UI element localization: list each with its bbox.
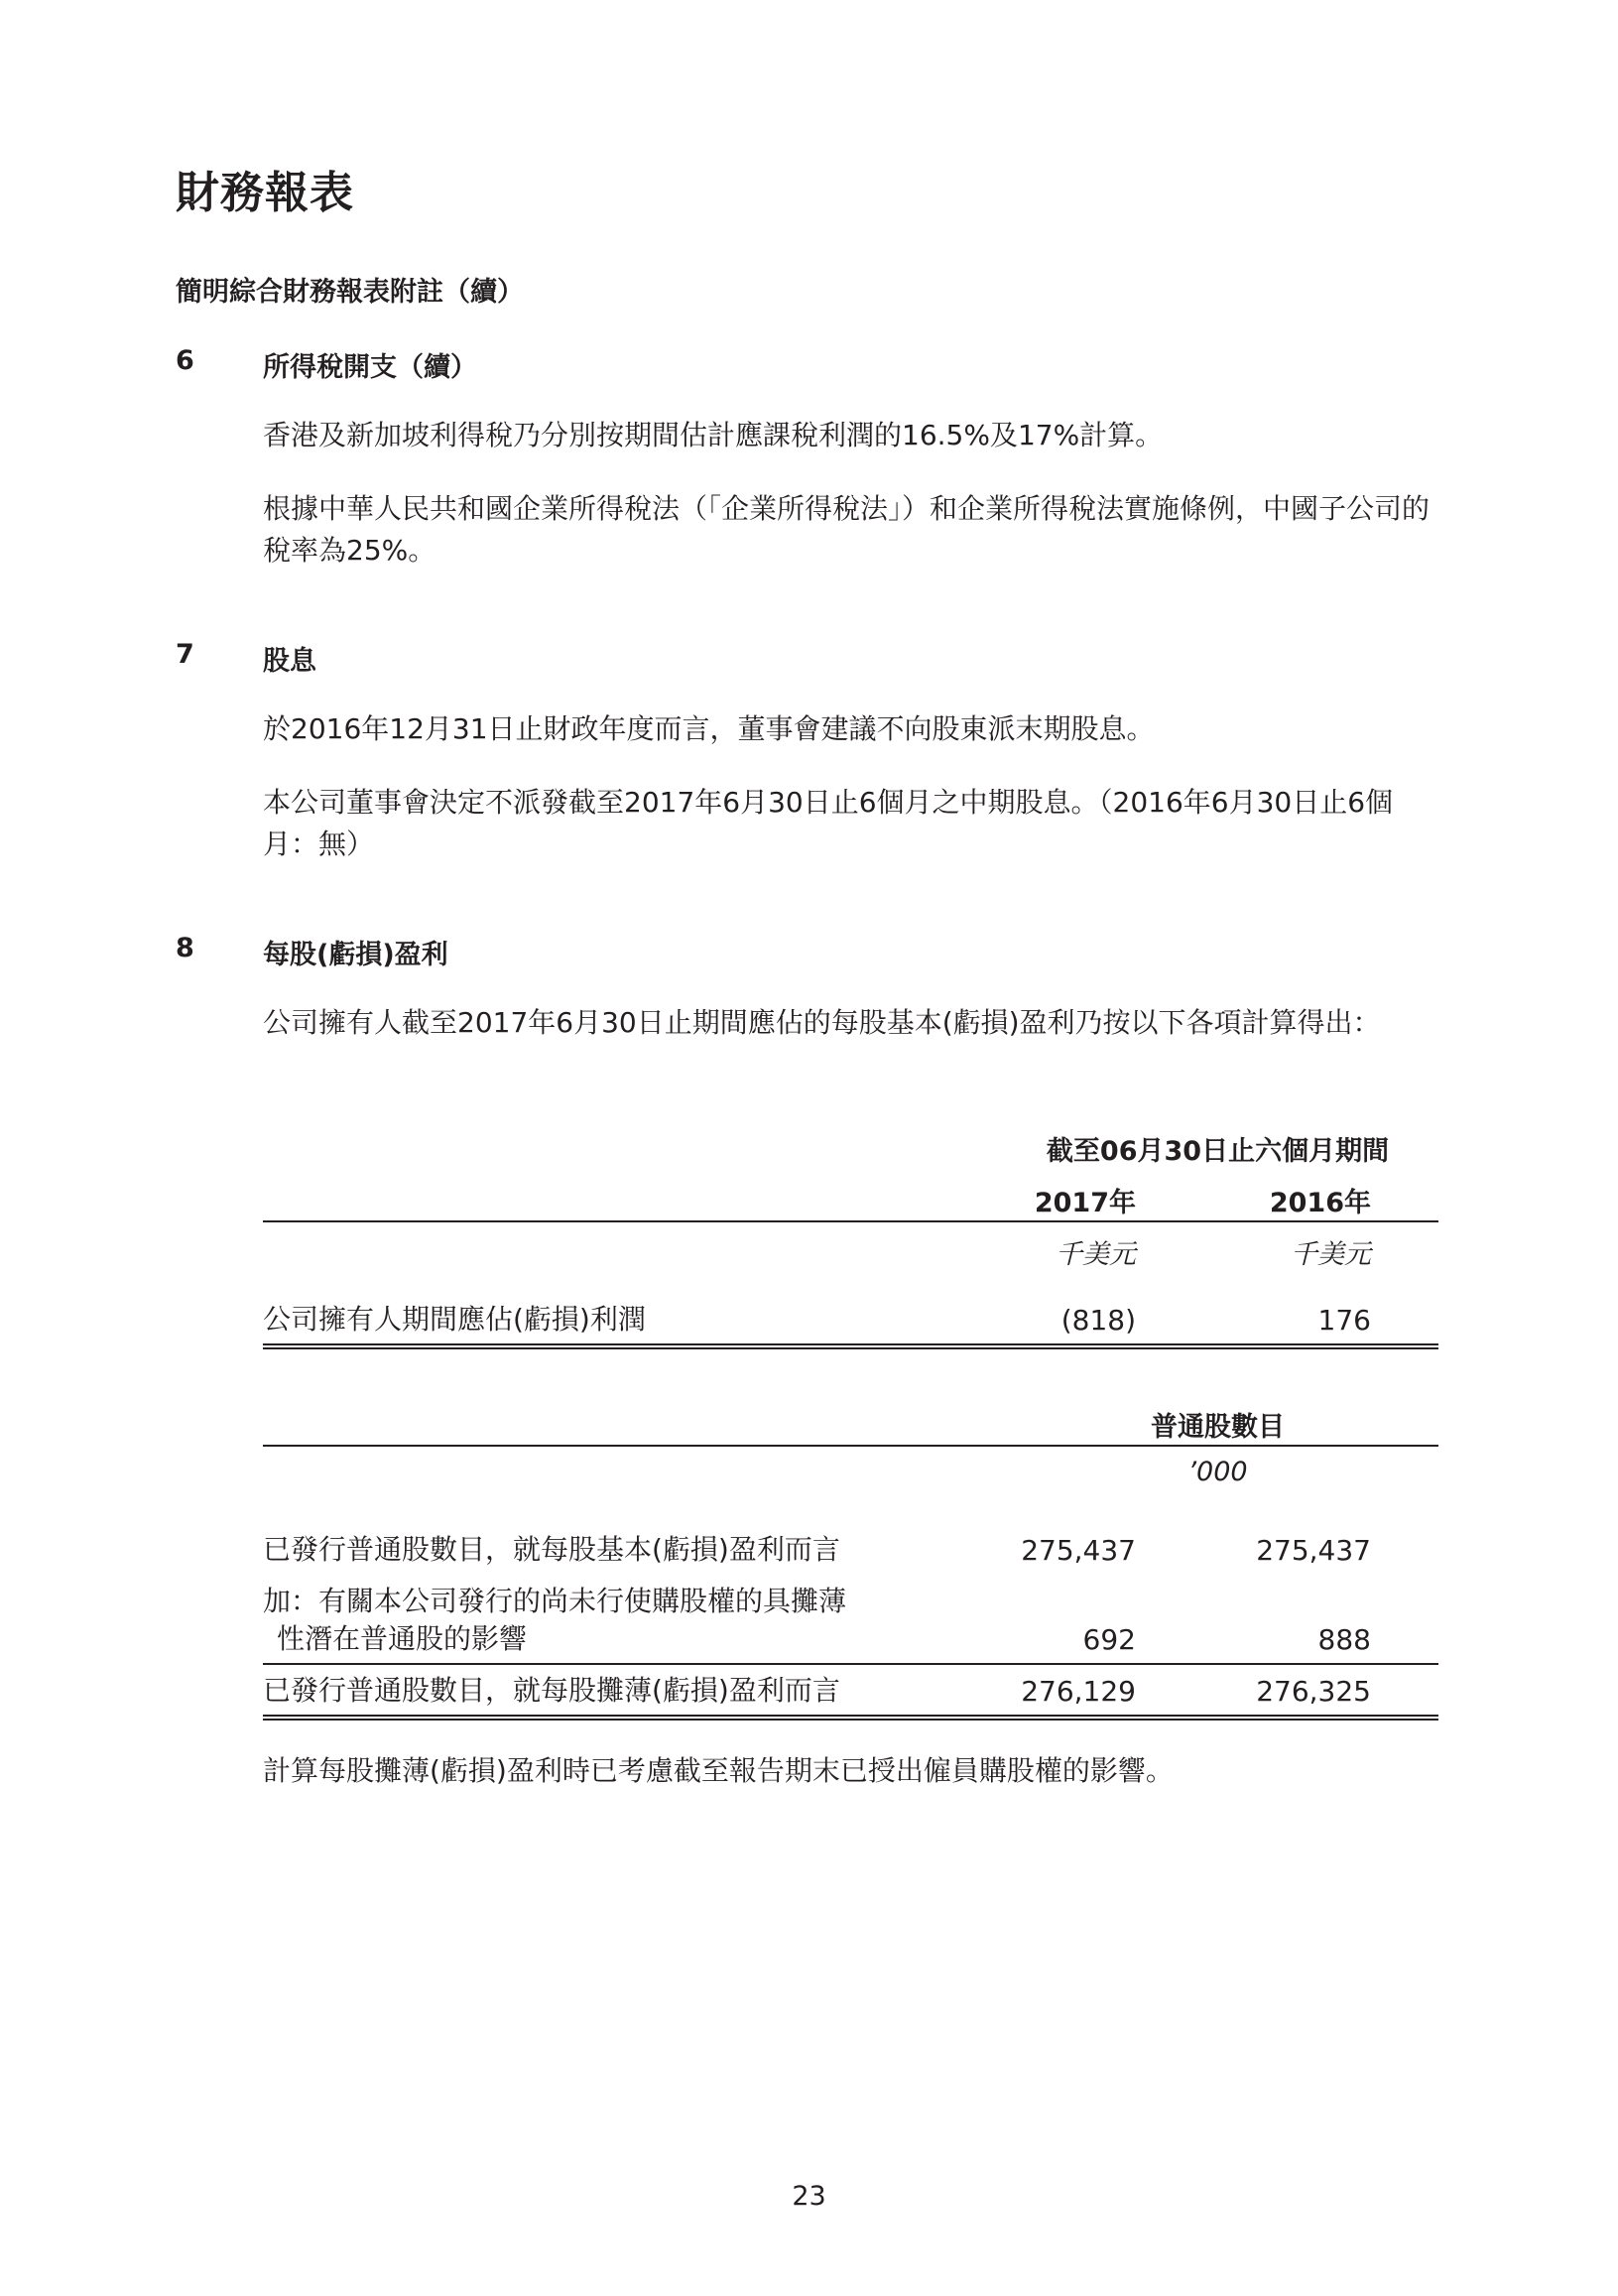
dilutive-effect-2017: 692	[1082, 1623, 1136, 1656]
basic-shares-2016: 275,437	[1256, 1534, 1371, 1567]
footnote: 計算每股攤薄(虧損)盈利時已考慮截至報告期末已授出僱員購股權的影響。	[263, 1754, 1174, 1787]
section-7-paragraph-1: 於2016年12月31日止財政年度而言，董事會建議不向股東派末期股息。	[263, 712, 1155, 745]
profit-row-label: 公司擁有人期間應佔(虧損)利潤	[263, 1303, 646, 1336]
total-double-rule	[263, 1715, 1438, 1721]
diluted-shares-label: 已發行普通股數目，就每股攤薄(虧損)盈利而言	[263, 1674, 840, 1707]
subtotal-rule	[263, 1663, 1438, 1665]
section-7-paragraph-2: 本公司董事會決定不派發截至2017年6月30日止6個月之中期股息。（2016年6月30日止6個月：無）	[263, 786, 1394, 860]
profit-double-rule	[263, 1343, 1438, 1349]
year-2017-header: 2017年	[1034, 1188, 1136, 1218]
profit-2016-value: 176	[1317, 1304, 1371, 1337]
section-6-title: 所得稅開支（續）	[263, 352, 477, 383]
unit-2017: 千美元	[1056, 1239, 1136, 1270]
shares-unit: ’000	[1187, 1457, 1248, 1487]
year-2016-header: 2016年	[1269, 1188, 1371, 1218]
shares-header: 普通股數目	[1151, 1412, 1285, 1443]
diluted-shares-2016: 276,325	[1256, 1675, 1371, 1708]
basic-shares-2017: 275,437	[1021, 1534, 1136, 1567]
header-rule	[263, 1220, 1438, 1222]
shares-header-rule	[263, 1445, 1438, 1447]
section-6-paragraph-1: 香港及新加坡利得稅乃分別按期間估計應課稅利潤的16.5%及17%計算。	[263, 419, 1164, 451]
section-8-number: 8	[176, 933, 194, 963]
basic-shares-label: 已發行普通股數目，就每股基本(虧損)盈利而言	[263, 1533, 840, 1566]
unit-2016: 千美元	[1291, 1239, 1371, 1270]
period-header: 截至06月30日止六個月期間	[1046, 1136, 1390, 1167]
section-6-number: 6	[176, 345, 194, 376]
dilutive-effect-label-line1: 加：有關本公司發行的尚未行使購股權的具攤薄	[263, 1585, 847, 1617]
page-number: 23	[792, 2181, 826, 2212]
dilutive-effect-label-line2: 性潛在普通股的影響	[277, 1622, 528, 1655]
page-title: 財務報表	[176, 168, 354, 218]
dilutive-effect-2016: 888	[1317, 1623, 1371, 1656]
diluted-shares-2017: 276,129	[1021, 1675, 1136, 1708]
section-8-paragraph-1: 公司擁有人截至2017年6月30日止期間應佔的每股基本(虧損)盈利乃按以下各項計算得出：	[263, 1006, 1381, 1039]
section-8-title: 每股(虧損)盈利	[263, 940, 448, 970]
profit-2017-value: (818)	[1060, 1304, 1136, 1337]
section-7-title: 股息	[263, 646, 316, 677]
notes-subtitle: 簡明綜合財務報表附註（續）	[176, 277, 524, 308]
section-6-paragraph-2: 根據中華人民共和國企業所得稅法（「企業所得稅法」）和企業所得稅法實施條例，中國子公司的稅率為25%。	[263, 492, 1431, 567]
section-7-number: 7	[176, 639, 194, 670]
